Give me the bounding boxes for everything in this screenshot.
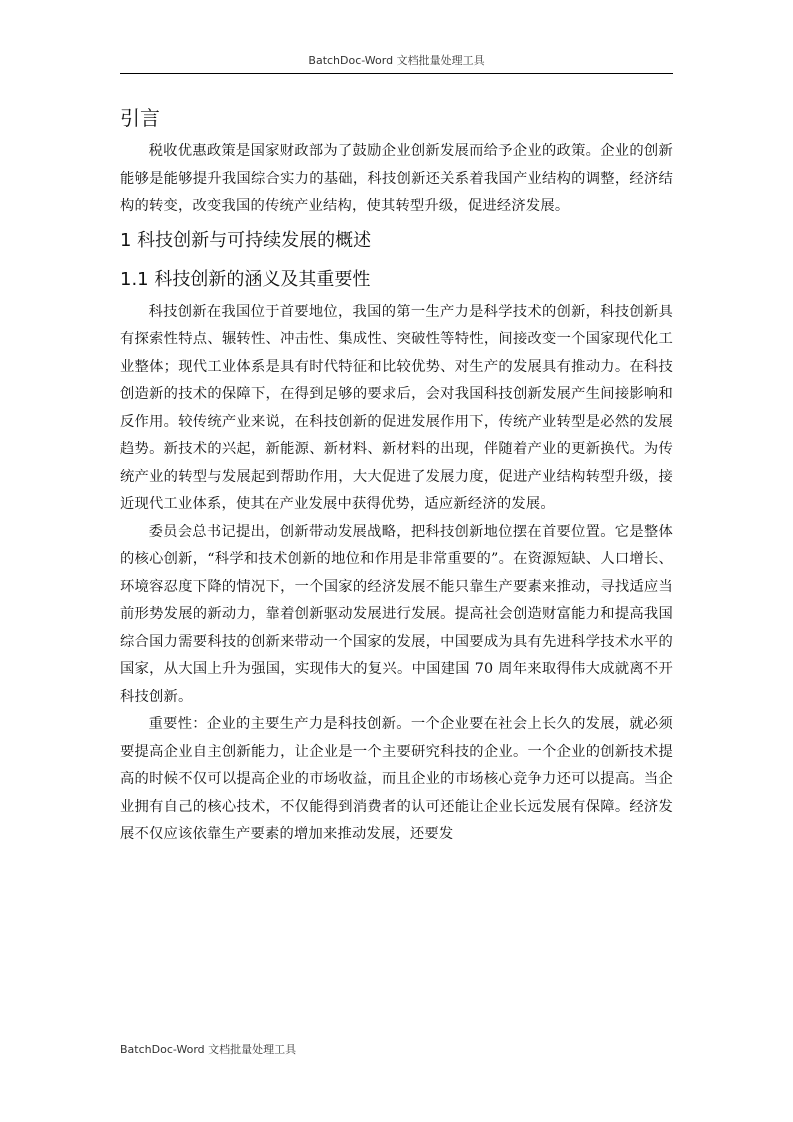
section-1-1-paragraph-1: 科技创新在我国位于首要地位，我国的第一生产力是科学技术的创新，科技创新具有探索性特点、辗转性、冲击性、集成性、突破性等特性，间接改变一个国家现代化工业整体；现代工业体系是具有时代特征和比较优势、对生产的发展具有推动力。在科技创造新的技术的保障下，在得到足够的要求后，会对我国科技创新发展产生间接影响和反作用。较传统产业来说，在科技创新的促进发展作用下，传统产业转型是必然的发展趋势。新技术的兴起，新能源、新材料、新材料的出现，伴随着产业的更新换代。为传统产业的转型与发展起到帮助作用，大大促进了发展力度，促进产业结构转型升级，接近现代工业体系，使其在产业发展中获得优势，适应新经济的发展。 xyxy=(120,303,673,512)
intro-paragraph: 税收优惠政策是国家财政部为了鼓励企业创新发展而给予企业的政策。企业的创新能够是能够提升我国综合实力的基础，科技创新还关系着我国产业结构的调整，经济结构的转变，改变我国的传统产业结构，使其转型升级，促进经济发展。 xyxy=(120,143,673,214)
section-1-1-paragraph-3: 重要性：企业的主要生产力是科技创新。一个企业要在社会上长久的发展，就必须要提高企业自主创新能力，让企业是一个主要研究科技的企业。一个企业的创新技术提高的时候不仅可以提高企业的市场收益，而且企业的市场核心竞争力还可以提高。当企业拥有自己的核心技术，不仅能得到消费者的认可还能让企业长远发展有保障。经济发展不仅应该依靠生产要素的增加来推动发展，还要发 xyxy=(120,716,673,842)
intro-heading: 引言 xyxy=(120,106,160,130)
section-1-heading: 1 科技创新与可持续发展的概述 xyxy=(120,229,372,251)
page-footer xyxy=(120,1041,296,1058)
section-1-1-heading: 1.1 科技创新的涵义及其重要性 xyxy=(120,268,371,290)
page-header xyxy=(120,52,673,74)
document-body xyxy=(120,98,673,849)
page-footer-text: BatchDoc-Word 文档批量处理工具 xyxy=(120,1043,297,1056)
section-1-1-paragraph-2: 委员会总书记提出，创新带动发展战略，把科技创新地位摆在首要位置。它是整体的核心创新，“科学和技术创新的地位和作用是非常重要的”。在资源短缺、人口增长、环境容忍度下降的情况下，一个国家的经济发展不能只靠生产要素来推动，寻找适应当前形势发展的新动力，靠着创新驱动发展进行发展。提高社会创造财富能力和提高我国综合国力需要科技的创新来带动一个国家的发展，中国要成为具有先进科学技术水平的国家，从大国上升为强国，实现伟大的复兴。中国建国 70 周年来取得伟大成就离不开科技创新。 xyxy=(120,523,673,705)
page-header-text: BatchDoc-Word 文档批量处理工具 xyxy=(308,54,485,67)
